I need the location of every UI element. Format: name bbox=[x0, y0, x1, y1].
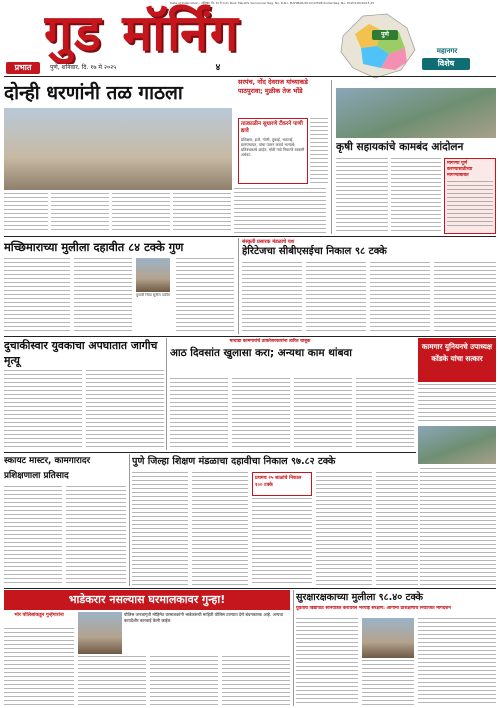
crime-photo bbox=[78, 612, 122, 654]
heritage-col1 bbox=[242, 262, 302, 334]
badge-mahanagar-label: महानगर bbox=[436, 47, 458, 55]
skate-col2 bbox=[66, 486, 126, 586]
dams-body-col2 bbox=[51, 193, 109, 233]
pune-result-col3 bbox=[252, 498, 312, 586]
badge-vishesh-label: विशेष bbox=[437, 59, 455, 68]
pune-result-col4 bbox=[316, 472, 372, 586]
dams-body-col3 bbox=[112, 193, 170, 233]
guard-col3 bbox=[418, 618, 496, 706]
eightdays-kicker: माथाडा कामगारांचे ठाकरेसरकारांना त्वरित चाबूक bbox=[229, 339, 311, 344]
pune-result-col5 bbox=[376, 472, 418, 586]
pune-result-col1 bbox=[132, 472, 188, 586]
heritage-col3 bbox=[370, 262, 430, 334]
heritage-kicker: संस्कृती प्रसारक मंडळाचे यश bbox=[242, 239, 295, 245]
guard-deck: युवतीचे विद्यापीठ संनियंत्रित करीयरल भरपाई संरक्षण: आगामी प्रशिक्षणाचे नियोजित मार्गदर्शन bbox=[296, 606, 451, 611]
masthead-title: गुड मॉर्निंग bbox=[44, 4, 241, 62]
dams-inset-box bbox=[238, 118, 308, 184]
union-headline: कामगार युनियनचे उपाध्यक्ष कोंडके यांचा सत्कार bbox=[421, 342, 493, 363]
badge-vishesh bbox=[422, 58, 470, 70]
pune-result-boxed: प्रथमच २५ शाळांचे निकाल १०० टक्के bbox=[255, 476, 302, 488]
badge-pune bbox=[372, 30, 398, 40]
guard-headline: सुरक्षारक्षकाच्या मुलीला ९८.४० टक्के bbox=[296, 592, 424, 603]
girl-headline: मच्छिमाराच्या मुलीला दहावीत ८४ टक्के गुण bbox=[4, 240, 184, 254]
guard-col2 bbox=[362, 660, 414, 706]
eightdays-col3 bbox=[294, 378, 352, 450]
dams-headline: दोन्ही धरणांनी तळ गाठला bbox=[4, 82, 183, 104]
union-photo bbox=[418, 426, 496, 464]
section-rule-2 bbox=[4, 336, 496, 337]
union-lower-body bbox=[420, 468, 496, 586]
crime-kicker: भोर पोलिसांकडून गुन्हेगारांना bbox=[14, 613, 64, 618]
farm-headline: कृषी सहायकांचे कामबंद आंदोलन bbox=[336, 141, 464, 153]
masthead-rule bbox=[4, 76, 496, 77]
union-headline-box bbox=[418, 338, 496, 382]
col-divider-2 bbox=[238, 238, 239, 334]
dams-body-text bbox=[310, 118, 328, 184]
dams-inset-points: प्रशिक्षण, इतरे, गोणी, तुकाई, भारताई, ग्रामपंचायत, यांचा पालन करावे भल्याचे; प्रतिबंधकाचे आहेत. मोठी गावे निवारणे रक्कमी अर्धवट. bbox=[241, 137, 305, 157]
crime-col4 bbox=[222, 656, 290, 706]
farm-side-body bbox=[447, 181, 493, 229]
skate-headline: स्कायट मास्टर, कामगारादर प्रशिक्षणाला प्रतिसाद bbox=[4, 456, 91, 481]
protest-photo bbox=[336, 88, 496, 138]
eightdays-headline: आठ दिवसांत खुलासा करा; अन्यथा काम थांबवा bbox=[170, 347, 352, 359]
union-body bbox=[418, 384, 496, 424]
badge-mahanagar bbox=[430, 46, 464, 56]
girl-body-col2 bbox=[74, 258, 132, 334]
dams-deck: सरपंच, नोंद देवराज यांच्याकडे पाठपुरावा; मुळीक तेज भोंडे bbox=[238, 78, 308, 95]
section-rule-1 bbox=[4, 236, 496, 237]
eightdays-col4 bbox=[356, 378, 414, 450]
girl-photo bbox=[136, 258, 170, 292]
dams-inset-headline: तात्काळीन सुधारणे टँकरने पाणी द्यावे bbox=[241, 121, 303, 134]
eightdays-col2 bbox=[232, 378, 290, 450]
crime-headline: भाडेकरार नसल्यास घरमालकावर गुन्हा! bbox=[68, 593, 226, 606]
accident-col2 bbox=[86, 370, 164, 450]
farm-body-col1 bbox=[336, 158, 388, 234]
dams-body-col1 bbox=[4, 193, 48, 233]
section-rule-4 bbox=[4, 588, 496, 589]
dam-photo bbox=[4, 108, 232, 190]
heritage-headline: हेरिटेजचा सीबीएसईचा निकाल ९८ टक्के bbox=[242, 246, 387, 257]
topline: Date of Publication : शनिवार, दि. १७ मे २०२५ Post: Marathi Vernacular Reg. No. R.N.I. MAHMAR/2012/43598 Postal Reg. No. PCW/190/2023-25 bbox=[170, 1, 375, 5]
pune-result-col2 bbox=[192, 472, 248, 586]
brand-word: प्रभात bbox=[14, 63, 32, 72]
skate-col1 bbox=[4, 486, 62, 586]
page-number: ४ bbox=[215, 63, 221, 73]
accident-col1 bbox=[4, 370, 82, 450]
crime-quote: पोलिस जनजागृती मोहिमेत घरमालकांनी भाडेकरूंची माहिती पोलिस ठाण्यात देणे बंधनकारक आहे. अन्यथा कायदेशीर कारवाई केली जाईल. bbox=[124, 612, 284, 623]
girl-caption: कुमारी सिया सुनील पाटील bbox=[136, 293, 170, 297]
col-divider-3 bbox=[166, 338, 167, 450]
eightdays-col1 bbox=[170, 378, 228, 450]
crime-headline-bar bbox=[4, 590, 290, 610]
section-rule-3 bbox=[4, 452, 416, 453]
crime-col2 bbox=[78, 656, 146, 706]
heritage-col4 bbox=[434, 262, 496, 334]
girl-body-col1 bbox=[4, 258, 70, 334]
col-divider bbox=[331, 80, 332, 234]
girl-body-col3 bbox=[176, 258, 234, 334]
accident-headline: दुचाकीस्वार युवकाचा अपघातात जागीच मृत्यू bbox=[4, 339, 158, 367]
pune-map-graphic bbox=[335, 6, 425, 86]
farm-body-col2 bbox=[391, 158, 441, 234]
crime-col3 bbox=[150, 656, 218, 706]
pune-result-box bbox=[252, 472, 312, 496]
dams-body-col5 bbox=[234, 188, 326, 233]
pune-result-headline: पुणे जिल्हा शिक्षण मंडळाचा दहावीचा निकाल ९७.८२ टक्के bbox=[132, 456, 336, 467]
badge-pune-label: पुणे bbox=[381, 31, 389, 38]
col-divider-5 bbox=[293, 590, 294, 706]
farm-side-box bbox=[444, 158, 496, 234]
guard-photo bbox=[362, 618, 414, 658]
farm-side-head: मागण्या पूर्ण करण्यासाठीच्या मागण्याबाबत bbox=[447, 161, 473, 178]
dateline: पुणे, शनिवार, दि. १७ मे २०२५ bbox=[50, 64, 117, 71]
dams-body-col4 bbox=[173, 193, 231, 233]
crime-col1 bbox=[4, 628, 74, 706]
col-divider-4 bbox=[129, 454, 130, 586]
heritage-col2 bbox=[306, 262, 366, 334]
guard-col1 bbox=[296, 618, 358, 706]
brand-logo bbox=[6, 62, 40, 74]
